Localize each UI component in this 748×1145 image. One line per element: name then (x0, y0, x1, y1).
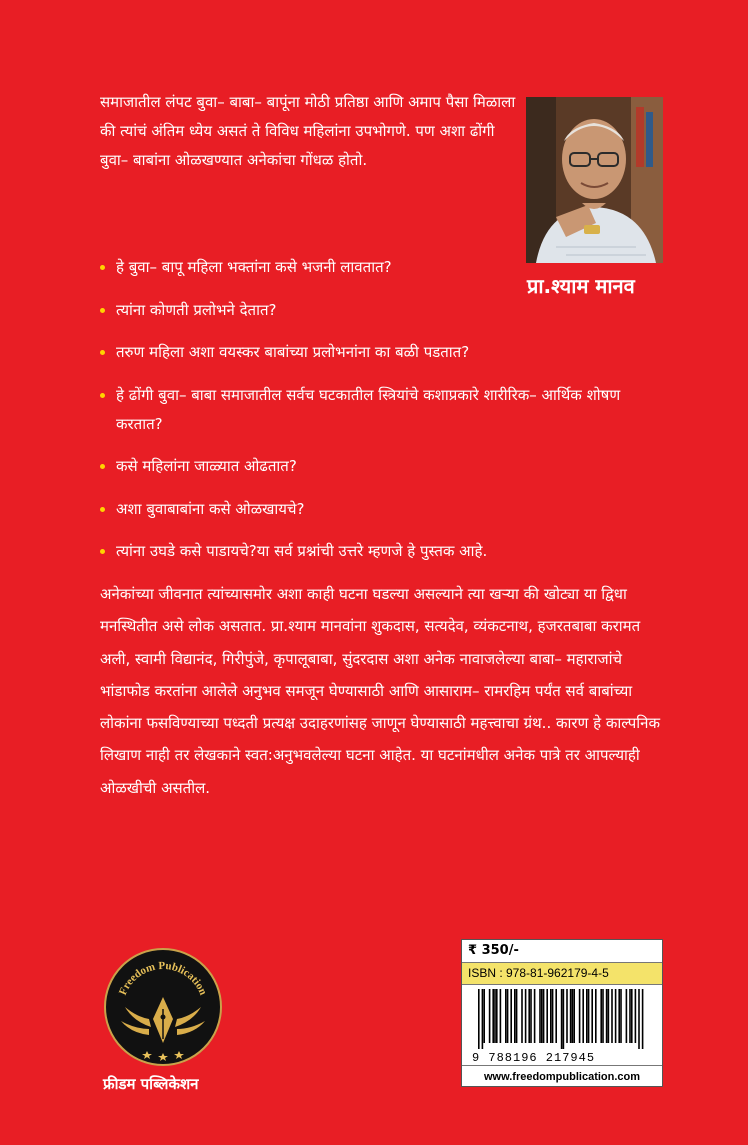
bullet-icon (100, 549, 105, 554)
list-item-text: त्यांना कोणती प्रलोभने देतात? (116, 300, 277, 319)
bullet-icon (100, 265, 105, 270)
list-item (100, 296, 660, 325)
barcode-icon (478, 989, 648, 1051)
list-item (100, 381, 660, 439)
body-paragraph: अनेकांच्या जीवनात त्यांच्यासमोर अशा काही घटना घडल्या असल्याने त्या खऱ्या की खोट्या या द्विधा मनस्थितीत असे लोक असतात. प्रा.श्याम मानवांना शुकदास, सत्यदेव, व्यंकटनाथ, हजरतबाबा करामत अली, स्वामी विद्यानंद, गिरीपुंजे, कृपालूबाबा, सुंदरदास अशा अनेक नावाजलेल्या बाबा– महाराजांचे भांडाफोड करतांना आलेले अनुभव समजून घेण्यासाठी आणि आसाराम– रामरहिम पर्यंत सर्व बाबांच्या लोकांना फसविण्याच्या पध्दती प्रत्यक्ष उदाहरणांसह जाणून घेण्यासाठी महत्त्वाचा ग्रंथ.. कारण हे काल्पनिक लिखाण नाही तर लेखकाने स्वत:अनुभवलेल्या घटना आहेत. या घटनांमधील अनेक पात्रे तर आपल्याही ओळखीची असतील. (100, 585, 660, 797)
barcode (462, 985, 662, 1065)
bullet-icon (100, 507, 105, 512)
isbn-label: ISBN : 978-81-962179-4-5 (462, 963, 662, 985)
publisher-logo (103, 947, 223, 1067)
list-item (100, 452, 660, 481)
question-list (100, 253, 660, 580)
list-item-text: अशा बुवाबाबांना कसे ओळखायचे? (116, 499, 305, 518)
price-barcode-box (461, 939, 663, 1087)
bullet-icon (100, 393, 105, 398)
list-item (100, 253, 660, 282)
list-item-text: त्यांना उघडे कसे पाडायचे?या सर्व प्रश्नांची उत्तरे म्हणजे हे पुस्तक आहे. (116, 542, 488, 560)
author-photo (526, 97, 663, 263)
bullet-icon (100, 350, 105, 355)
publisher-name: फ्रीडम पब्लिकेशन (103, 1075, 199, 1093)
list-item (100, 495, 660, 524)
list-item-text: हे ढोंगी बुवा– बाबा समाजातील सर्वच घटकातील स्त्रियांचे कशाप्रकारे शारीरिक– आर्थिक शोषण करतात? (116, 385, 621, 433)
list-item-text: हे बुवा– बापू महिला भक्तांना कसे भजनी लावतात? (116, 258, 392, 276)
list-item (100, 537, 660, 566)
bullet-icon (100, 464, 105, 469)
intro-paragraph: समाजातील लंपट बुवा– बाबा– बापूंना मोठी प्रतिष्ठा आणि अमाप पैसा मिळाला की त्यांचं अंतिम ध्येय असतं ते विविध महिलांना उपभोगणे. पण अशा ढोंगी बुवा– बाबांना ओळखण्यात अनेकांचा गोंधळ होतो. (100, 93, 516, 169)
list-item-text: कसे महिलांना जाळ्यात ओढतात? (116, 457, 297, 475)
bullet-icon (100, 308, 105, 313)
barcode-digits: 9 788196 217945 (472, 1051, 596, 1065)
website-label: www.freedompublication.com (462, 1065, 662, 1088)
logo-text: Freedom Publication (116, 959, 210, 997)
price-label: ₹ 350/- (462, 940, 662, 963)
list-item (100, 338, 660, 367)
author-name: प्रा.श्याम मानव (527, 274, 635, 298)
list-item-text: तरुण महिला अशा वयस्कर बाबांच्या प्रलोभनांना का बळी पडतात? (116, 343, 470, 361)
